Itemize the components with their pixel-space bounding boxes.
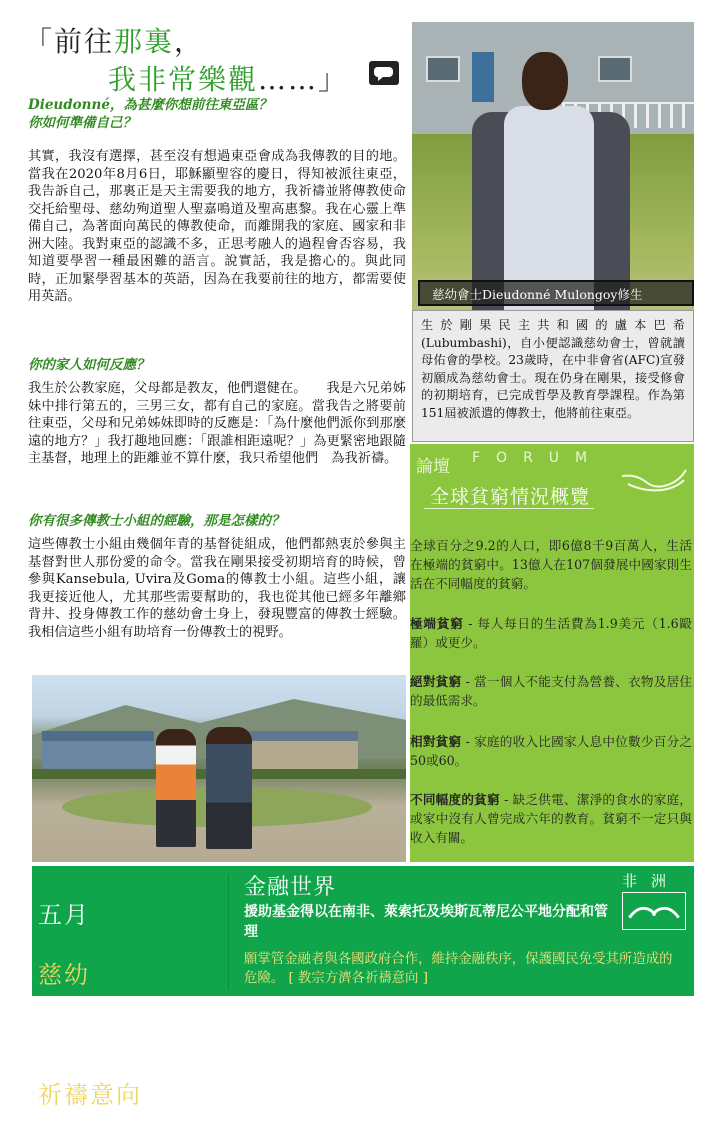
intention-source: [ 教宗方濟各祈禱意向 ] [288,971,428,986]
speech-bubble-icon [368,60,400,86]
title-quote-open: 「前往 [24,25,115,58]
title-highlight-optimistic: 我非常樂觀 [108,63,259,96]
forum-title: 全球貧窮情況概覽 [430,486,591,508]
open-hand-icon [618,450,688,494]
term-extreme-poverty: 極端貧窮 [410,616,464,631]
forum-paragraph-absolute: 絕對貧窮 - 當一個人不能支付為營養、衣物及居住的最低需求。 [410,674,693,708]
page-title-line-2 [108,58,348,98]
photo-window [426,56,460,82]
photo-caption: 慈幼會士Dieudonné Mulongoy修生 [418,280,694,306]
photo-person-left [156,729,196,847]
africa-emblem-icon [622,892,686,930]
term-absolute-poverty: 絕對貧窮 [410,674,462,689]
question-family-reaction: 你的家人如何反應？ [28,357,150,373]
bio-box: 生於剛果民主共和國的盧本巴希(Lubumbashi)，自小便認識慈幼會士，曾就讀母佑會的學校。23歲時，在中非會省(AFC)宣發初願成為慈幼會士。現在仍身在剛果，接受修會的初期培育，已完成哲學及教育學課程。作為第151屆被派遣的傳教士，他將前往東亞。 [412,310,694,442]
forum-label-zh: 論壇 [416,457,450,477]
photo-window [598,56,632,82]
question-why-east-asia: Dieudonné，為甚麼你想前往東亞區？ 你如何準備自己？ [28,97,272,131]
title-highlight-there: 那裏 [114,25,175,58]
forum-paragraph-multidimensional: 不同幅度的貧窮 - 缺乏供電、潔淨的食水的家庭，或家中沒有人曾完成六年的教育。貧窮不一定只與收入有關。 [410,792,693,845]
intention-lead: 援助基金得以在南非、萊索托及埃斯瓦蒂尼公平地分配和管理 [244,904,608,940]
prayer-intention-band [32,866,694,1109]
answer-family-reaction: 我生於公教家庭，父母都是教友，他們還健在。 我是六兄弟姊妹中排行第五的，三男三女，都有自己的家庭。當我告之將要前往東亞，父母和兄弟姊妹即時的反應是：「為什麼他們派你到那麼遠的地方？」我打趣地回應：「跟誰相距遠呢？」為更緊密地跟隨主基督，地理上的距離並不算什麼，我只希望他們 為我祈禱。 [28,381,406,466]
question-mission-groups: 你有很多傳教士小組的經驗，那是怎樣的？ [28,513,285,529]
intention-title: 金融世界 [244,875,337,900]
portrait-photo [412,22,694,310]
campus-photo [32,675,406,862]
band-divider [228,874,229,990]
region-label: 非洲 [622,872,681,890]
forum-title-underline [424,508,594,509]
intention-body: 願掌管金融者與各國政府合作，維持金融秩序，保護國民免受其所造成的危險。 [ 教宗方濟各祈禱意向 ] [244,952,673,986]
title-comma: ， [174,25,205,58]
term-multidimensional-poverty: 不同幅度的貧窮 [410,792,500,807]
answer-why-east-asia: 其實，我沒有選擇，甚至沒有想過東亞會成為我傳教的目的地。當我在2020年8月6日，耶穌顯聖容的慶日，得知被派往東亞，我告訴自己，那裏正是天主需要我的地方，我祈禱並將傳教使命交托給聖母、慈幼殉道聖人聖嘉鳴道及聖高惠黎。我在心靈上準備自己，為著面向萬民的傳教使命，而離開我的家庭、國家和非洲大陸。我對東亞的認識不多，正思考融人的過程會否容易，我知道要學習一種最困難的語言。說實話，我是擔心的。與此同時，正加緊學習基本的英語，因為在我要前往的地方，都需要使用英語。 [28,149,406,304]
forum-paragraph-overview: 全球百分之9.2的人口，即6億8千9百萬人，生活在極端的貧窮中。13億人在107個發展中國家則生活在不同幅度的貧窮。 [410,538,692,591]
forum-paragraph-relative: 相對貧窮 - 家庭的收入比國家人息中位數少百分之50或60。 [410,734,693,768]
forum-paragraph-extreme: 極端貧窮 - 每人每日的生活費為1.9美元（1.6毆羅）或更少。 [410,616,692,650]
photo-building-left [42,731,154,771]
prayer-intention-label: 五月 慈幼 傳教 祈禱意向 [38,901,142,1109]
photo-person-right [206,727,252,849]
forum-label-en: FORUM [472,450,604,466]
term-relative-poverty: 相對貧窮 [410,734,462,749]
photo-door [472,52,494,102]
forum-panel [410,444,694,862]
page-title-line-1 [24,20,204,60]
title-quote-close: ……」 [258,63,349,96]
answer-mission-groups: 這些傳教士小組由幾個年青的基督徒組成，他們都熱衷於參與主基督對世人那份愛的命令。當我在剛果接受初期培育的時候，曾參與Kansebula, Uvira及Goma的傳教士小組。這些小組，讓我更接近他人，尤其那些需要幫助的，我也從其他已經多年離鄉背井、投身傳教工作的慈幼會士身上，發現豐富的傳教士經驗。我相信這些小組有助培育一份傳教士的視野。 [28,537,406,640]
photo-head [522,52,568,110]
